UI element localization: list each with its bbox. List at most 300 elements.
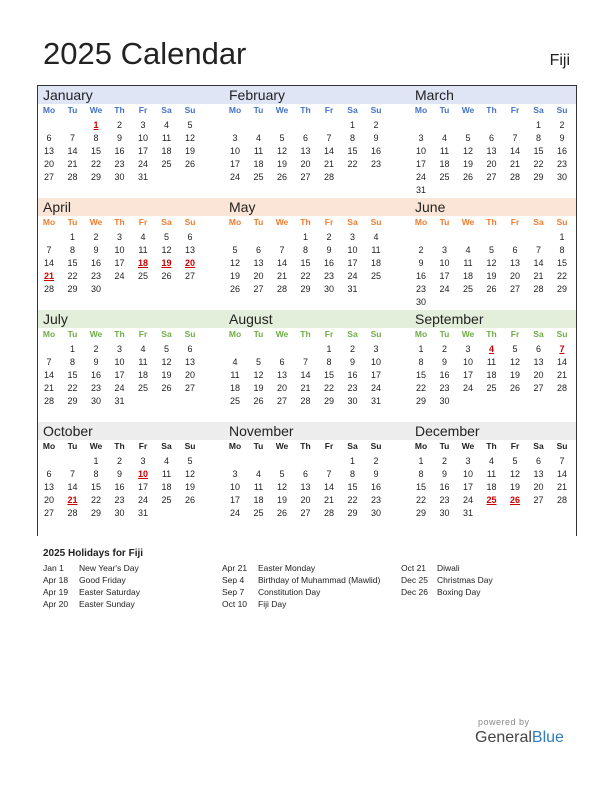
calendar-day: 15 [67,370,78,380]
calendar-day: 4 [255,469,261,479]
weekday-header: Sa [347,329,358,339]
calendar-day: 20 [184,370,195,380]
calendar-day: 17 [462,370,473,380]
calendar-day: 30 [323,284,334,294]
calendar-day: 18 [229,383,240,393]
weekday-header: We [461,217,475,227]
calendar-day: 1 [69,344,75,354]
calendar-day: 30 [114,172,125,182]
calendar-day: 28 [67,508,78,518]
holiday-day: 21 [43,271,54,281]
calendar-day: 1 [349,120,355,130]
calendar-day: 9 [349,357,355,367]
holiday-item [43,587,140,597]
month-name: March [415,87,454,103]
calendar-day: 27 [509,284,520,294]
calendar-day: 10 [229,482,240,492]
weekday-header: We [275,217,289,227]
weekday-header: Sa [533,217,544,227]
weekday-header: Sa [347,441,358,451]
calendar-day: 19 [276,159,287,169]
weekday-header: Th [114,217,125,227]
calendar-day: 17 [439,271,450,281]
calendar-day: 6 [512,245,518,255]
holiday-date: Oct 21 [401,563,427,573]
calendar-day: 30 [439,396,450,406]
weekday-header: We [89,105,103,115]
calendar-day: 15 [533,146,544,156]
calendar-day: 11 [230,370,240,380]
calendar-day: 2 [326,232,332,242]
calendar-day: 28 [43,396,54,406]
weekday-header: We [89,217,103,227]
weekday-header: Th [114,329,125,339]
calendar-day: 8 [418,357,424,367]
month-name: April [43,199,72,215]
calendar-day: 26 [486,284,497,294]
month-august [229,311,399,421]
holiday-item [401,587,480,597]
month-name: May [229,199,256,215]
calendar-day: 9 [93,245,99,255]
calendar-day: 25 [370,271,381,281]
calendar-day: 23 [370,159,381,169]
holiday-name: New Year's Day [79,563,139,573]
calendar-day: 29 [90,508,101,518]
calendar-day: 25 [253,172,264,182]
calendar-day: 2 [116,456,122,466]
calendar-day: 9 [373,133,379,143]
calendar-day: 27 [486,172,497,182]
calendar-day: 15 [300,258,311,268]
weekday-header: Sa [347,105,358,115]
holiday-item [222,587,320,597]
calendar-day: 28 [323,508,334,518]
calendar-day: 18 [462,271,473,281]
holiday-item [43,575,126,585]
calendar-day: 15 [347,146,358,156]
weekday-header: We [89,441,103,451]
calendar-day: 12 [486,258,497,268]
weekday-header: Th [300,217,311,227]
calendar-day: 29 [415,396,426,406]
calendar-day: 22 [556,271,567,281]
calendar-day: 27 [184,271,195,281]
holiday-name: Christmas Day [437,575,493,585]
calendar-day: 19 [462,159,473,169]
calendar-day: 10 [347,245,358,255]
holiday-date: Apr 21 [222,563,248,573]
calendar-day: 30 [370,508,381,518]
calendar-day: 22 [67,271,78,281]
month-june [415,199,585,309]
calendar-day: 21 [323,495,334,505]
calendar-day: 12 [161,357,172,367]
calendar-day: 16 [114,482,125,492]
calendar-day: 2 [373,456,379,466]
calendar-day: 22 [533,159,544,169]
calendar-day: 20 [276,383,287,393]
calendar-day: 8 [349,469,355,479]
holiday-item [222,599,286,609]
calendar-day: 24 [229,172,240,182]
weekday-header: We [89,329,103,339]
calendar-day: 13 [533,469,544,479]
calendar-day: 2 [441,344,447,354]
brand-logo[interactable] [475,729,564,747]
calendar-day: 10 [462,357,473,367]
calendar-day: 16 [415,271,426,281]
calendar-day: 28 [300,396,311,406]
calendar-day: 14 [533,258,544,268]
calendar-day: 21 [556,482,567,492]
weekday-header: Th [114,105,125,115]
calendar-day: 19 [509,482,520,492]
calendar-day: 8 [69,245,75,255]
calendar-day: 3 [349,232,355,242]
weekday-header: Mo [42,329,56,339]
calendar-day: 15 [415,482,426,492]
weekday-header: Th [300,105,311,115]
holiday-item [43,563,139,573]
calendar-day: 13 [533,357,544,367]
calendar-day: 6 [46,469,52,479]
calendar-day: 11 [253,146,264,156]
calendar-day: 14 [556,357,567,367]
calendar-day: 1 [93,456,99,466]
calendar-day: 15 [90,482,101,492]
calendar-day: 7 [69,133,75,143]
weekday-header: Su [556,217,568,227]
calendar-day: 25 [161,159,172,169]
calendar-day: 18 [486,482,497,492]
calendar-day: 12 [276,146,287,156]
calendar-day: 20 [253,271,264,281]
calendar-day: 28 [533,284,544,294]
calendar-day: 14 [43,258,54,268]
calendar-day: 15 [67,258,78,268]
calendar-day: 22 [90,495,101,505]
calendar-day: 10 [229,146,240,156]
weekday-header: Fr [324,441,334,451]
calendar-day: 14 [509,146,520,156]
calendar-day: 8 [302,245,308,255]
calendar-day: 28 [43,284,54,294]
calendar-day: 17 [462,482,473,492]
weekday-header: Th [486,217,497,227]
page-title: 2025 Calendar [43,36,247,71]
calendar-day: 2 [93,232,99,242]
calendar-day: 29 [67,396,78,406]
calendar-day: 17 [229,495,240,505]
brand-blue: Blue [531,729,564,746]
calendar-day: 4 [163,456,169,466]
weekday-header: Th [300,441,311,451]
calendar-day: 23 [114,495,125,505]
calendar-day: 7 [326,133,332,143]
calendar-day: 25 [439,172,450,182]
calendar-day: 24 [137,159,148,169]
calendar-day: 13 [184,357,195,367]
weekday-header: We [275,105,289,115]
weekday-header: We [275,441,289,451]
calendar-day: 7 [512,133,518,143]
calendar-day: 22 [67,383,78,393]
calendar-day: 19 [509,370,520,380]
calendar-day: 14 [323,146,334,156]
calendar-day: 5 [232,245,238,255]
weekday-header: Su [370,217,382,227]
calendar-day: 2 [559,120,565,130]
month-september [415,311,585,421]
calendar-day: 2 [116,120,122,130]
calendar-day: 19 [276,495,287,505]
calendar-day: 16 [439,482,450,492]
calendar-day: 5 [279,133,285,143]
calendar-day: 7 [46,357,52,367]
holiday-day: 10 [137,469,148,479]
weekday-header: Fr [138,105,148,115]
calendar-day: 12 [184,469,195,479]
calendar-day: 21 [300,383,311,393]
calendar-day: 18 [253,159,264,169]
calendar-day: 24 [462,383,473,393]
calendar-day: 23 [114,159,125,169]
holiday-date: Jan 1 [43,563,64,573]
weekday-header: Su [184,105,196,115]
calendar-day: 22 [300,271,311,281]
calendar-day: 11 [161,133,172,143]
calendar-day: 25 [462,284,473,294]
calendar-day: 18 [161,146,172,156]
calendar-day: 19 [161,370,172,380]
calendar-day: 19 [486,271,497,281]
calendar-day: 22 [323,383,334,393]
calendar-day: 12 [509,469,520,479]
month-december [415,423,585,533]
calendar-day: 4 [488,456,494,466]
weekday-header: Su [184,441,196,451]
month-february [229,87,399,197]
calendar-day: 8 [93,133,99,143]
calendar-day: 18 [370,258,381,268]
calendar-day: 8 [326,357,332,367]
weekday-header: Fr [138,329,148,339]
calendar-day: 12 [184,133,195,143]
calendar-day: 23 [323,271,334,281]
month-october [43,423,213,533]
calendar-day: 11 [486,357,497,367]
calendar-day: 3 [232,133,238,143]
calendar-day: 12 [462,146,473,156]
calendar-day: 9 [441,469,447,479]
calendar-day: 12 [509,357,520,367]
holiday-day: 1 [93,120,99,130]
calendar-day: 12 [276,482,287,492]
weekday-header: Tu [67,105,78,115]
calendar-day: 4 [255,133,261,143]
weekday-header: Fr [324,217,334,227]
calendar-day: 16 [439,370,450,380]
calendar-day: 1 [535,120,541,130]
calendar-day: 29 [533,172,544,182]
weekday-header: Su [556,105,568,115]
calendar-day: 31 [137,172,148,182]
weekday-header: Tu [253,217,264,227]
calendar-day: 19 [184,482,195,492]
calendar-day: 16 [90,370,101,380]
weekday-header: Mo [414,441,428,451]
calendar-day: 13 [43,146,54,156]
calendar-day: 31 [347,284,358,294]
calendar-day: 19 [184,146,195,156]
calendar-day: 9 [326,245,332,255]
calendar-day: 23 [370,495,381,505]
month-name: August [229,311,273,327]
weekday-header: Fr [324,329,334,339]
month-november [229,423,399,533]
calendar-day: 4 [441,133,447,143]
country-label: Fiji [549,52,570,69]
calendar-day: 13 [276,370,287,380]
calendar-day: 18 [253,495,264,505]
calendar-day: 4 [163,120,169,130]
calendar-day: 26 [253,396,264,406]
calendar-day: 6 [535,344,541,354]
calendar-day: 3 [465,344,471,354]
calendar-day: 9 [559,133,565,143]
calendar-day: 30 [415,297,426,307]
calendar-day: 2 [349,344,355,354]
calendar-day: 20 [300,495,311,505]
holidays-title: 2025 Holidays for Fiji [43,548,144,559]
calendar-day: 9 [116,133,122,143]
powered-by: powered by [478,717,530,727]
calendar-day: 31 [462,508,473,518]
calendar-day: 10 [439,258,450,268]
calendar-day: 2 [418,245,424,255]
calendar-day: 13 [184,245,195,255]
calendar-day: 9 [373,469,379,479]
calendar-day: 26 [161,271,172,281]
calendar-day: 1 [418,344,424,354]
calendar-day: 3 [465,456,471,466]
calendar-day: 2 [373,120,379,130]
calendar-day: 11 [439,146,450,156]
calendar-day: 31 [114,396,125,406]
calendar-day: 23 [415,284,426,294]
calendar-day: 23 [439,495,450,505]
calendar-day: 10 [114,245,125,255]
holiday-date: Sep 7 [222,587,245,597]
calendar-day: 20 [300,159,311,169]
calendar-day: 10 [137,133,148,143]
calendar-day: 5 [512,456,518,466]
weekday-header: Fr [510,217,520,227]
calendar-day: 1 [418,456,424,466]
calendar-day: 30 [439,508,450,518]
holiday-day: 19 [161,258,172,268]
calendar-day: 30 [114,508,125,518]
calendar-day: 17 [137,146,148,156]
weekday-header: Sa [533,329,544,339]
calendar-day: 31 [370,396,381,406]
holiday-item [401,563,460,573]
calendar-day: 20 [486,159,497,169]
holiday-date: Oct 10 [222,599,248,609]
calendar-day: 20 [533,482,544,492]
calendar-day: 11 [463,258,473,268]
calendar-day: 1 [349,456,355,466]
calendar-day: 22 [347,159,358,169]
weekday-header: Tu [253,441,264,451]
calendar-day: 17 [137,482,148,492]
weekday-header: Su [370,329,382,339]
weekday-header: Th [486,105,497,115]
weekday-header: Su [556,441,568,451]
calendar-day: 29 [323,396,334,406]
calendar-day: 9 [93,357,99,367]
weekday-header: Mo [42,217,56,227]
holiday-item [222,575,380,585]
weekday-header: Fr [324,105,334,115]
calendar-day: 18 [161,482,172,492]
weekday-header: Su [370,441,382,451]
calendar-day: 27 [533,383,544,393]
calendar-day: 28 [556,495,567,505]
calendar-day: 27 [300,508,311,518]
calendar-day: 4 [140,344,146,354]
holiday-day: 18 [137,258,148,268]
calendar-day: 24 [114,271,125,281]
calendar-day: 22 [415,383,426,393]
calendar-day: 30 [90,396,101,406]
calendar-day: 11 [138,357,148,367]
calendar-day: 19 [229,271,240,281]
weekday-header: Fr [510,105,520,115]
weekday-header: Sa [161,441,172,451]
calendar-day: 7 [279,245,285,255]
calendar-day: 5 [255,357,261,367]
month-may [229,199,399,309]
month-name: October [43,423,93,439]
calendar-day: 16 [347,370,358,380]
calendar-day: 16 [370,146,381,156]
calendar-day: 26 [276,508,287,518]
weekday-header: Su [184,329,196,339]
holiday-day: 25 [486,495,497,505]
calendar-day: 29 [67,284,78,294]
holiday-day: 4 [488,344,494,354]
calendar-day: 8 [535,133,541,143]
calendar-day: 26 [184,495,195,505]
calendar-day: 30 [347,396,358,406]
calendar-day: 3 [373,344,379,354]
holiday-date: Sep 4 [222,575,245,585]
calendar-day: 6 [255,245,261,255]
calendar-day: 25 [137,271,148,281]
calendar-day: 20 [43,159,54,169]
weekday-header: Tu [67,217,78,227]
month-april [43,199,213,309]
calendar-day: 23 [90,383,101,393]
calendar-day: 9 [418,258,424,268]
calendar-day: 8 [69,357,75,367]
calendar-day: 26 [462,172,473,182]
calendar-day: 23 [439,383,450,393]
weekday-header: Mo [414,329,428,339]
calendar-day: 4 [465,245,471,255]
